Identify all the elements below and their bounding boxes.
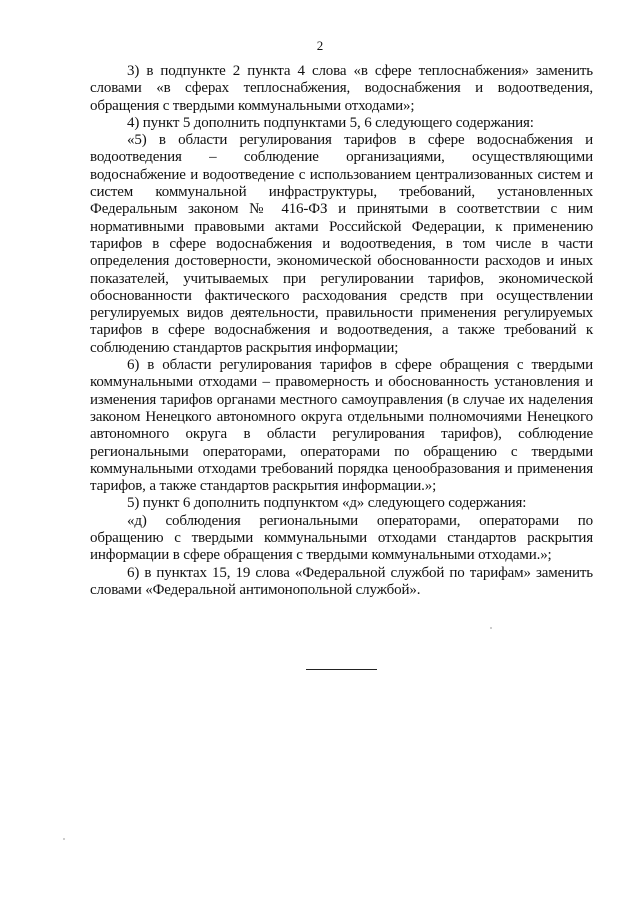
paragraph-subpoint-3: 3) в подпункте 2 пункта 4 слова «в сфере теплоснабжения» заменить словами «в сферах теплоснабжения, водоснабжения и водоотведения, обращения с твердыми коммунальными отходами»; (90, 63, 593, 114)
page-number: 2 (316, 38, 324, 53)
scan-speck (490, 627, 492, 629)
paragraph-subpoint-5: 5) пункт 6 дополнить подпунктом «д» следующего содержания: (127, 495, 527, 512)
paragraph-clause-5: «5) в области регулирования тарифов в сфере водоснабжения и водоотведения – соблюдение организациями, осуществляющими водоснабжение и водоотведение с использованием централизованных систем и систем коммунальной инфраструктуры, требований, установленных Федеральным законом № 416-ФЗ и принятыми в соответствии с ним нормативными правовыми актами Российской Федерации, к применению тарифов в сфере водоснабжения и водоотведения, в том числе в части определения достоверности, экономической обоснованности расходов и иных показателей, учитываемых при регулировании тарифов, экономической обоснованности фактического расходования средств при осуществлении регулируемых видов деятельности, правильности применения регулируемых тарифов в сфере водоснабжения и водоотведения, а также требований к соблюдению стандартов раскрытия информации; (90, 132, 593, 356)
paragraph-subpoint-6: 6) в пунктах 15, 19 слова «Федеральной службой по тарифам» заменить словами «Федеральной антимонопольной службой». (90, 564, 593, 598)
paragraph-subpoint-4: 4) пункт 5 дополнить подпунктами 5, 6 следующего содержания: (127, 114, 534, 131)
closing-divider-line (306, 669, 377, 670)
paragraph-clause-6: 6) в области регулирования тарифов в сфере обращения с твердыми коммунальными отходами – правомерность и обоснованность установления и изменения тарифов органами местного самоуправления (в случае их наделения законом Ненецкого автономного округа отдельными полномочиями Ненецкого автономного округа в области регулирования тарифов), соблюдение региональными операторами, операторами по обращению с твердыми коммунальными отходами требований порядка ценообразования и применения тарифов, а также стандартов раскрытия информации.»; (90, 357, 593, 495)
scan-speck (63, 838, 65, 840)
document-body (90, 63, 593, 599)
paragraph-clause-d: «д) соблюдения региональными операторами, операторами по обращению с твердыми коммунальными отходами стандартов раскрытия информации в сфере обращения с твердыми коммунальными отходами.»; (90, 512, 593, 564)
